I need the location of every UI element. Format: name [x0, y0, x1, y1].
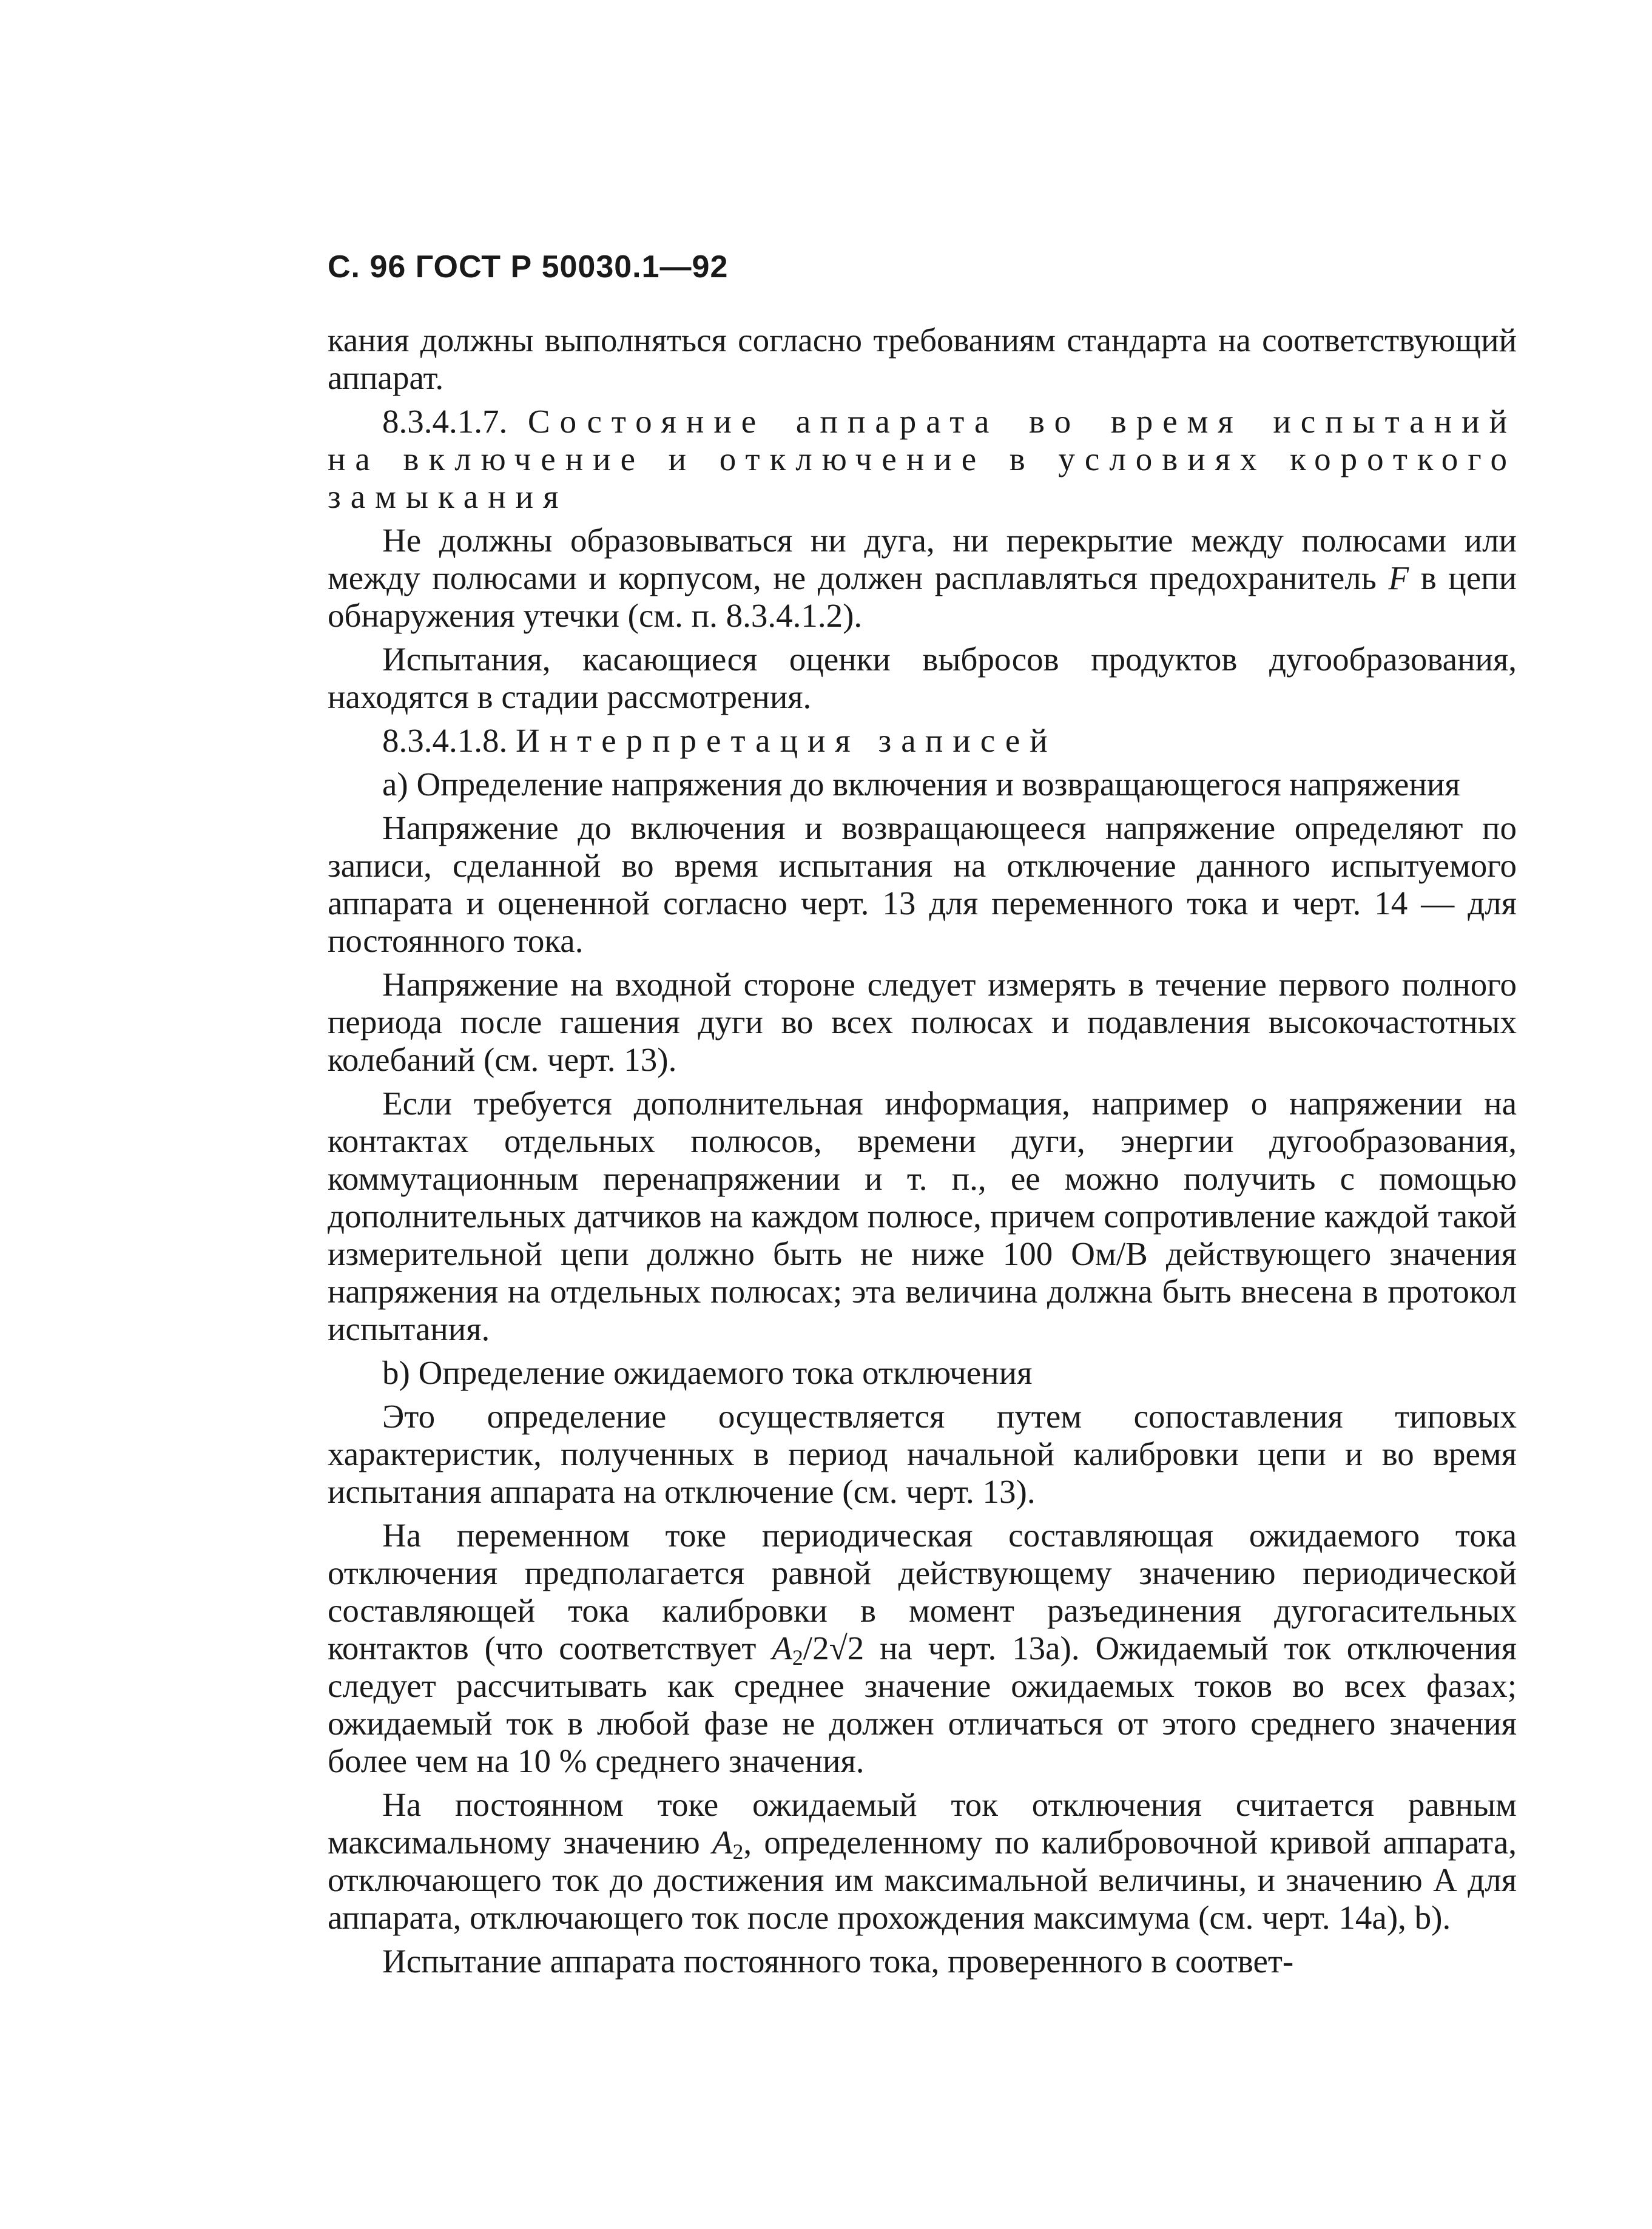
paragraph-text: на черт. 13а). Ожидаемый ток отключения следует рассчитывать как среднее значение ожидаемых токов во всех фазах; ожидаемый ток в любой фазе не должен отличаться от этого среднего значения более чем на 10 % среднего значения.	[328, 1630, 1517, 1779]
paragraph-input-side: Напряжение на входной стороне следует измерять в течение первого полного периода после гашения дуги во всех полюсах и подавления высокочастотных колебаний (см. черт. 13).	[328, 966, 1517, 1078]
subclause-a-heading: a) Определение напряжения до включения и возвращающегося напряжения	[382, 766, 1460, 803]
page-header: С. 96 ГОСТ Р 50030.1—92	[328, 249, 729, 285]
clause-title: Состояние аппарата во время испытаний на включение и отключение в условиях короткого замыкания	[328, 403, 1517, 515]
paragraph-additional-info: Если требуется дополнительная информация, например о напряжении на контактах отдельных полюсов, времени дуги, энергии дугообразования, коммутационным перенапряжении и т. п., ее можно получить с помощью дополнительных датчиков на каждом полюсе, причем сопротивление каждой такой измерительной цепи должно быть не ниже 100 Ом/В действующего значения напряжения на отдельных полюсах; эта величина должна быть внесена в протокол испытания.	[328, 1085, 1517, 1347]
paragraph-calibration: Это определение осуществляется путем сопоставления типовых характеристик, полученных в период начальной калибровки цепи и во время испытания аппарата на отключение (см. черт. 13).	[328, 1398, 1517, 1510]
formula	[772, 1630, 865, 1670]
paragraph-text: На постоянном токе ожидаемый ток отключения считается равным максимальному значению	[328, 1786, 1517, 1861]
clause-number: 8.3.4.1.8.	[382, 722, 508, 759]
clause-number: 8.3.4.1.7.	[382, 403, 508, 440]
paragraph-text: Не должны образовываться ни дуга, ни перекрытие между полюсами или между полюсами и корпусом, не должен расплавляться предохранитель	[328, 522, 1517, 596]
paragraph-no-arc	[328, 522, 1517, 635]
variable-f: F	[1388, 559, 1409, 596]
clause-8-3-4-1-8	[328, 722, 1517, 760]
clause-title: Интерпретация записей	[516, 722, 1057, 759]
paragraph-dc-test: Испытание аппарата постоянного тока, проверенного в соответ-	[382, 1943, 1294, 1980]
subscript: 2	[792, 1645, 803, 1670]
paragraph-dc-current	[328, 1786, 1517, 1937]
body-text	[328, 322, 1517, 1980]
paragraph-text: , определенному по калибровочной кривой аппарата, отключающего ток до достижения им максимальной величины, и значению А для аппарата, отключающего ток после прохождения максимума (см. черт. 14а), b).	[328, 1824, 1517, 1936]
paragraph-voltage-definition: Напряжение до включения и возвращающееся напряжение определяют по записи, сделанной во время испытания на отключение данного испытуемого аппарата и оцененной согласно черт. 13 для переменного тока и черт. 14 — для постоянного тока.	[328, 809, 1517, 959]
subclause-b-heading: b) Определение ожидаемого тока отключения	[382, 1354, 1033, 1391]
paragraph-emissions: Испытания, касающиеся оценки выбросов продуктов дугообразования, находятся в стадии рассмотрения.	[328, 641, 1517, 715]
variable-a: A	[772, 1630, 792, 1667]
paragraph-ac-current	[328, 1517, 1517, 1780]
paragraph-continuation: кания должны выполняться согласно требованиям стандарта на соответствующий аппарат.	[328, 322, 1517, 396]
variable-a: A	[712, 1824, 733, 1861]
paragraph-text: в цепи обнаружения утечки (см. п. 8.3.4.1.2).	[328, 559, 1517, 634]
clause-8-3-4-1-7	[328, 403, 1517, 516]
subscript: 2	[732, 1839, 744, 1864]
paragraph-text: На переменном токе периодическая составляющая ожидаемого тока отключения предполагается равной действующему значению периодической составляющей тока калибровки в момент разъединения дугогасительных контактов (что соответствует	[328, 1517, 1517, 1667]
formula-rest: /2√2	[803, 1630, 865, 1667]
